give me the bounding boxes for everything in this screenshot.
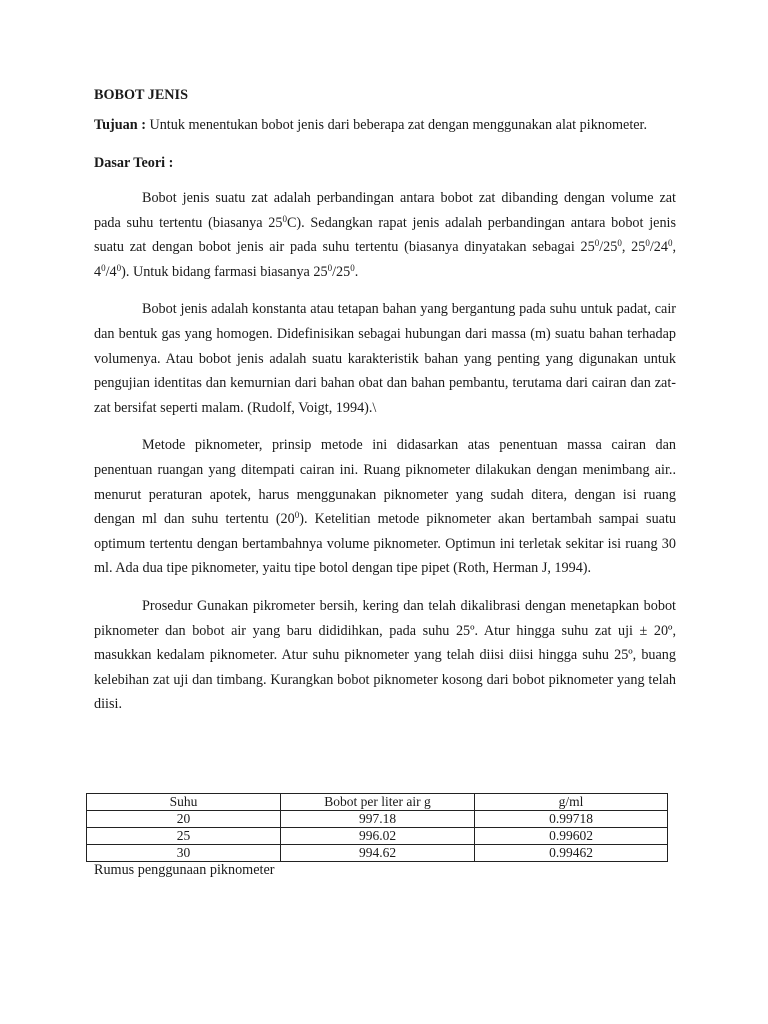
- p1-text-d: , 25: [621, 239, 646, 256]
- table-cell: 997.18: [281, 811, 475, 828]
- tujuan-text: Untuk menentukan bobot jenis dari beberapa zat dengan menggunakan alat piknometer.: [149, 117, 648, 133]
- superscript: 0: [645, 238, 650, 249]
- paragraph-bobot-jenis-definition: [94, 186, 676, 284]
- p1-text-c: /25: [599, 239, 618, 256]
- tujuan-paragraph: [94, 113, 676, 138]
- p1-text-i: /25: [332, 263, 351, 280]
- p1-text-b: C). Sedangkan rapat jenis adalah perbandingan antara bobot jenis suatu zat dengan bobot jenis air pada suhu tertentu (biasanya dinyatakan sebagai 25: [94, 214, 676, 256]
- table-cell: 994.62: [281, 845, 475, 862]
- superscript: 0: [594, 238, 600, 249]
- column-header-bobot: Bobot per liter air g: [281, 794, 475, 811]
- superscript: 0: [116, 262, 122, 273]
- column-header-suhu: Suhu: [87, 794, 281, 811]
- table-cell: 996.02: [281, 828, 475, 845]
- paragraph-prosedur: Prosedur Gunakan pikrometer bersih, kering dan telah dikalibrasi dengan menetapkan bobot piknometer dan bobot air yang baru dididihkan, pada suhu 25º. Atur hingga suhu zat uji ± 20º, masukkan kedalam piknometer. Atur suhu piknometer yang telah diisi diisi hingga suhu 25º, buang kelebihan zat uji dan timbang. Kurangkan bobot piknometer kosong dari bobot piknometer yang telah diisi.: [94, 597, 676, 713]
- table-cell: 20: [87, 811, 281, 828]
- table-row: [87, 811, 668, 828]
- p3-text-b: ). Ketelitian metode piknometer akan bertambah sampai suatu optimum tertentu dengan bertambahnya volume piknometer. Optimun ini terletak sekitar isi ruang 30 ml. Ada dua tipe piknometer, yaitu tipe botol dengan tipe pipet (Roth, Herman J, 1994).: [94, 511, 676, 577]
- table-header-row: [87, 794, 668, 811]
- dasar-teori-heading: Dasar Teori :: [94, 155, 174, 171]
- table-cell: 0.99718: [475, 811, 668, 828]
- p1-text-f: , 4: [94, 239, 677, 280]
- superscript: 0: [294, 510, 300, 521]
- p1-text-h: ). Untuk bidang farmasi biasanya 25: [121, 263, 328, 280]
- superscript: 0: [667, 238, 673, 249]
- p1-text-a: Bobot jenis suatu zat adalah perbandingan antara bobot zat dibanding dengan volume zat pada suhu tertentu (biasanya 25: [94, 190, 676, 231]
- superscript: 0: [282, 213, 287, 224]
- tujuan-label: Tujuan :: [94, 117, 146, 133]
- superscript: 0: [350, 262, 355, 273]
- column-header-gml: g/ml: [475, 794, 668, 811]
- table-cell: 25: [87, 828, 281, 845]
- table-row: [87, 845, 668, 862]
- table-cell: 30: [87, 845, 281, 862]
- paragraph-metode-piknometer: [94, 433, 676, 581]
- superscript: 0: [101, 262, 106, 273]
- p1-text-g: /4: [105, 263, 117, 280]
- superscript: 0: [617, 238, 622, 249]
- p1-text-e: /24: [649, 239, 668, 256]
- p3-text-a: Metode piknometer, prinsip metode ini didasarkan atas penentuan massa cairan dan penentuan ruangan yang ditempati cairan ini. Ruang piknometer dilakukan dengan menimbang air.. menurut peraturan apotek, harus menggunakan piknometer yang sudah ditera, dengan isi ruang dengan ml dan suhu tertentu (20: [94, 437, 676, 528]
- density-table: [86, 793, 668, 862]
- document-body: [94, 84, 676, 717]
- table-cell: 0.99462: [475, 845, 668, 862]
- p1-text-j: .: [354, 263, 359, 280]
- paragraph-bobot-jenis-constant: Bobot jenis adalah konstanta atau tetapan bahan yang bergantung pada suhu untuk padat, cair dan bentuk gas yang homogen. Didefinisikan sebagai hubungan dari massa (m) suatu bahan terhadap volumenya. Atau bobot jenis adalah suatu karakteristik bahan yang penting yang digunakan untuk pengujian identitas dan kemurnian dari bahan obat dan bahan pembantu, terutama dari cairan dan zat-zat bersifat seperti malam. (Rudolf, Voigt, 1994).\: [94, 301, 676, 416]
- rumus-caption: Rumus penggunaan piknometer: [94, 862, 275, 878]
- table-cell: 0.99602: [475, 828, 668, 845]
- document-title: BOBOT JENIS: [94, 87, 188, 103]
- superscript: 0: [327, 262, 333, 273]
- table-row: [87, 828, 668, 845]
